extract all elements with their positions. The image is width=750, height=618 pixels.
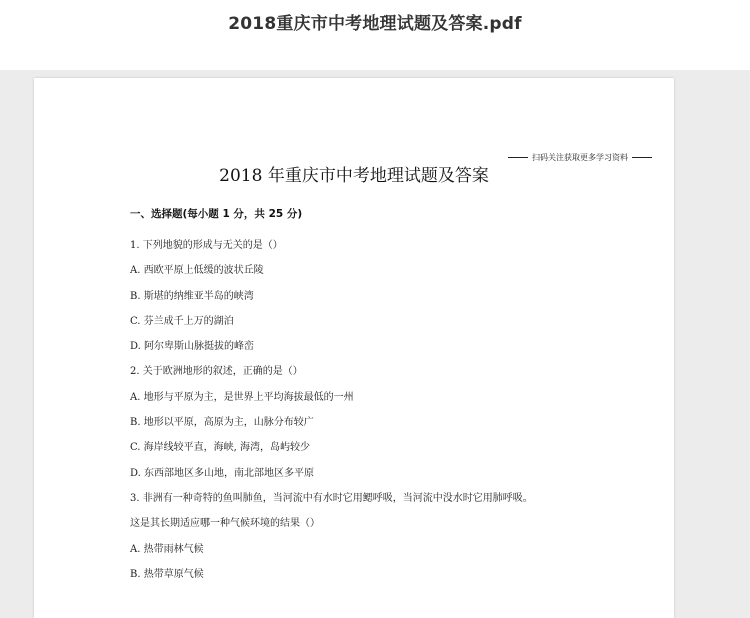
question-line: 2. 关于欧洲地形的叙述，正确的是（） — [130, 366, 303, 378]
option-line: C. 海岸线较平直，海峡, 海湾，岛屿较少 — [130, 442, 311, 454]
option-line: D. 阿尔卑斯山脉挺拔的峰峦 — [130, 341, 255, 353]
question-line: 这是其长期适应哪一种气候环境的结果（） — [130, 518, 320, 530]
option-line: B. 斯堪的纳维亚半岛的峡湾 — [130, 290, 254, 302]
header-rule-right — [632, 157, 652, 158]
question-list — [130, 239, 650, 593]
question-line: 3. 非洲有一种奇特的鱼叫肺鱼，当河流中有水时它用鳃呼吸，当河流中没水时它用肺呼吸。 — [130, 492, 533, 504]
option-line: C. 芬兰成千上万的湖泊 — [130, 315, 234, 327]
section-heading: 一、选择题(每小题 1 分，共 25 分) — [130, 208, 303, 220]
document-title: 2018 年重庆市中考地理试题及答案 — [219, 166, 489, 186]
viewer-toolbar — [0, 0, 750, 70]
question-line: 1. 下列地貌的形成与无关的是（） — [130, 240, 283, 251]
header-rule-left — [508, 157, 528, 158]
option-line: D. 东西部地区多山地，南北部地区多平原 — [130, 467, 315, 479]
document-page[interactable] — [34, 78, 674, 618]
option-line: B. 热带草原气候 — [130, 568, 204, 580]
file-title: 2018重庆市中考地理试题及答案.pdf — [228, 14, 522, 34]
option-line: A. 地形与平原为主，是世界上平均海拔最低的一州 — [130, 391, 354, 403]
option-line: A. 西欧平原上低缓的波状丘陵 — [130, 265, 264, 277]
header-note-text: 扫码关注获取更多学习资料 — [532, 153, 628, 162]
option-line: B. 地形以平原，高原为主，山脉分布较广 — [130, 417, 314, 429]
option-line: A. 热带雨林气候 — [130, 543, 204, 555]
